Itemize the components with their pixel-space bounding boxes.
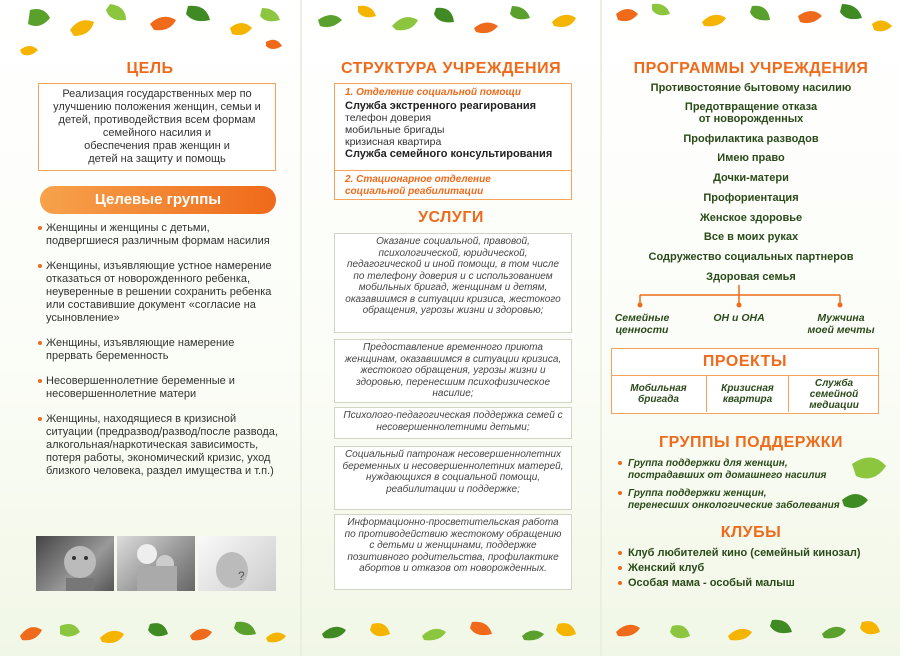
emergency-item: кризисная квартира xyxy=(345,136,442,148)
branch-line: моей мечты xyxy=(807,324,875,336)
structure-box xyxy=(334,83,572,171)
program-item: Профилактика разводов xyxy=(683,133,819,145)
club-label: Особая мама - особый малыш xyxy=(628,577,795,589)
dept2-line: 2. Стационарное отделение xyxy=(345,174,491,185)
list-item: Женщины, изъявляющие устное намерение отказаться от новорожденного ребенка, неуверенные в решении сохранить ребенка или составившие документ «согласие на усыновление» xyxy=(38,260,278,325)
project-crisis-apartment xyxy=(707,376,789,412)
project-line: квартира xyxy=(722,394,773,405)
family-service: Служба семейного консультирования xyxy=(345,148,553,160)
middle-panel xyxy=(302,0,600,656)
project-line: Служба xyxy=(814,377,854,389)
program-item: Имею право xyxy=(717,152,785,164)
goal-title: ЦЕЛЬ xyxy=(126,60,174,77)
clubs-list xyxy=(620,546,890,591)
family-branch-connector xyxy=(602,285,900,309)
project-line: Кризисная xyxy=(721,383,774,394)
branch-line: Семейные xyxy=(614,312,670,324)
photo-pregnant-woman xyxy=(198,536,276,591)
clubs-title: КЛУБЫ xyxy=(720,524,782,541)
project-line: бригада xyxy=(638,394,679,405)
goal-line: семейного насилия и xyxy=(102,127,212,139)
emergency-items xyxy=(345,112,561,148)
service-item: Предоставление временного приюта женщинам, оказавшимся в ситуации кризиса, жестокого обращения, угрозы жизни и здоровью, перенесшим психофизическое насилие; xyxy=(334,339,572,403)
program-item: Здоровая семья xyxy=(706,271,796,283)
service-item: Оказание социальной, правовой, психологической, юридической, педагогической и иной помощи, в том числе по телефону доверия и с использованием мобильных бригад, женщинам и детям, оказавшимся в ситуации кризиса, жестокого обращения, угрозы жизни и здоровью; xyxy=(334,233,572,333)
bullet-icon xyxy=(618,461,622,465)
bullet-icon xyxy=(618,491,622,495)
bullet-icon xyxy=(618,551,622,555)
target-groups-title: Целевые группы xyxy=(40,186,276,214)
projects-title: ПРОЕКТЫ xyxy=(702,353,788,370)
branch-line: ОН и ОНА xyxy=(713,312,765,324)
photo-mother-child xyxy=(117,536,195,591)
bullet-icon xyxy=(618,581,622,585)
right-panel xyxy=(602,0,900,656)
mother-child-image xyxy=(117,536,195,591)
support-groups-title: ГРУППЫ ПОДДЕРЖКИ xyxy=(659,434,843,451)
emergency-service: Служба экстренного реагирования xyxy=(345,100,537,112)
club-item xyxy=(620,561,890,576)
club-item xyxy=(620,546,890,561)
bullet-icon xyxy=(618,566,622,570)
program-item: Женское здоровье xyxy=(699,212,803,224)
family-branch-he-she xyxy=(699,312,779,324)
target-groups-list xyxy=(38,222,278,490)
list-item: Женщины, изъявляющие намерение прервать беременность xyxy=(38,337,278,363)
left-panel xyxy=(0,0,300,656)
pregnant-woman-image xyxy=(198,536,276,591)
svg-text:?: ? xyxy=(238,569,245,583)
dept1-title: 1. Отделение социальной помощи xyxy=(345,87,521,98)
service-item: Психолого-педагогическая поддержка семей с несовершеннолетними детьми; xyxy=(334,407,572,439)
project-line: Мобильная xyxy=(630,383,687,394)
list-item: Женщины, находящиеся в кризисной ситуации (предразвод/развод/после развода, алкогольная/наркотическая зависимость, потеря работы, экономический кризис, уход близкого человека, раздел имущества и т.п.) xyxy=(38,413,278,478)
programs-title: ПРОГРАММЫ УЧРЕЖДЕНИЯ xyxy=(633,60,869,77)
goal-text xyxy=(39,84,275,166)
goal-box xyxy=(38,83,276,171)
leaf-decoration-side-right xyxy=(832,450,892,530)
support-group-item xyxy=(620,458,860,482)
project-line: семейной xyxy=(809,388,859,400)
family-branch-values xyxy=(604,312,680,336)
support-line: перенесших онкологические заболевания xyxy=(628,500,840,511)
program-item: от новорожденных xyxy=(698,113,804,125)
branch-line: Мужчина xyxy=(817,312,865,324)
program-item: Содружество социальных партнеров xyxy=(648,251,854,263)
family-branch-dream-man xyxy=(798,312,884,336)
goal-line: детей, противодействия всем формам xyxy=(58,114,256,126)
service-item: Социальный патронаж несовершеннолетних беременных и несовершеннолетних матерей, нуждающихся в социальной помощи, реабилитации и поддержке; xyxy=(334,446,572,510)
goal-line: улучшению положения женщин, семьи и xyxy=(53,101,261,113)
club-label: Женский клуб xyxy=(628,562,705,574)
program-item: Предотвращение отказа xyxy=(684,101,818,113)
support-line: Группа поддержки для женщин, xyxy=(628,458,788,469)
service-item: Информационно-просветительская работа по противодействию жестокому обращению с детьми и женщинами, поддержке позитивного родительства, профилактике абортов и отказов от новорожденных. xyxy=(334,514,572,590)
program-item: Противостояние бытовому насилию xyxy=(650,82,852,94)
list-item: Несовершеннолетние беременные и несовершеннолетние матери xyxy=(38,375,278,401)
emergency-item: мобильные бригады xyxy=(345,124,445,136)
list-item: Женщины и женщины с детьми, подвергшиеся различным формам насилия xyxy=(38,222,278,248)
program-item: Все в моих руках xyxy=(703,231,799,243)
structure-title: СТРУКТУРА УЧРЕЖДЕНИЯ xyxy=(340,60,562,77)
emergency-item: телефон доверия xyxy=(345,112,431,124)
club-label: Клуб любителей кино (семейный кинозал) xyxy=(628,547,861,559)
goal-line: обеспечения прав женщин и xyxy=(84,140,230,152)
photo-crying-child xyxy=(36,536,114,591)
dept2-box xyxy=(334,170,572,200)
project-mobile-team xyxy=(611,376,707,412)
project-mediation-service xyxy=(789,376,879,412)
support-group-item xyxy=(620,488,860,512)
branch-line: ценности xyxy=(615,324,669,336)
child-image xyxy=(36,536,114,591)
support-line: Группа поддержки женщин, xyxy=(628,488,767,499)
services-title: УСЛУГИ xyxy=(418,209,484,226)
goal-line: Реализация государственных мер по xyxy=(62,88,252,100)
club-item xyxy=(620,576,890,591)
goal-line: детей на защиту и помощь xyxy=(88,153,226,165)
project-line: медиации xyxy=(809,399,859,411)
dept2-line: социальной реабилитации xyxy=(345,186,484,197)
support-line: пострадавших от домашнего насилия xyxy=(628,470,827,481)
program-item: Профориентация xyxy=(703,192,799,204)
program-item: Дочки-матери xyxy=(713,172,789,184)
